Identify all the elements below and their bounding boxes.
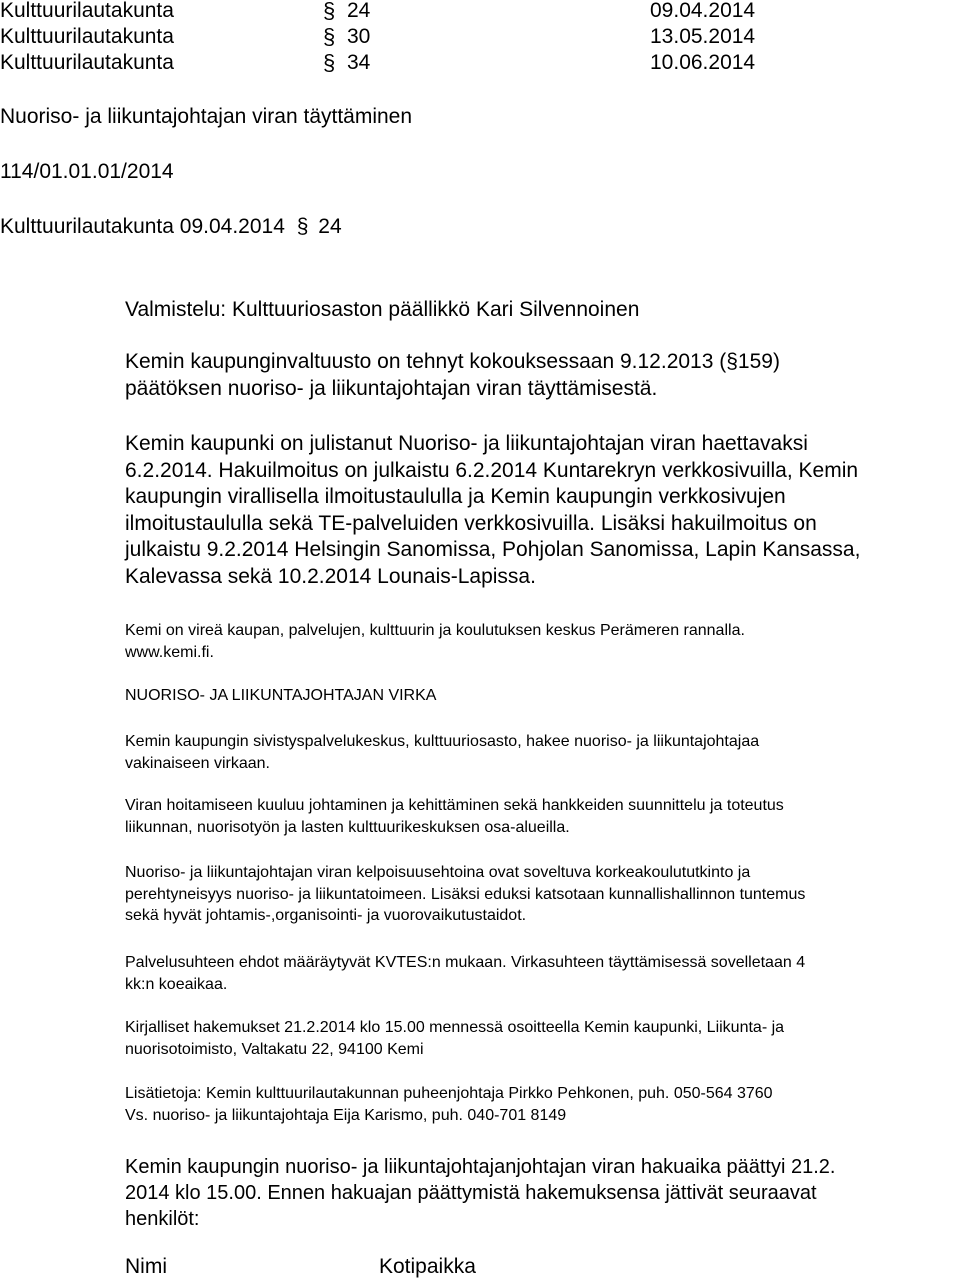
text-line: liikunnan, nuorisotyön ja lasten kulttuurikeskuksen osa-alueilla. (125, 818, 570, 836)
section-number: 34 (347, 51, 371, 74)
section-mark-icon: § (323, 24, 336, 49)
text-line: vakinaiseen virkaan. (125, 754, 270, 772)
ad-heading: NUORISO- JA LIIKUNTAJOHTAJAN VIRKA (125, 687, 437, 704)
meeting-text: Kulttuurilautakunta 09.04.2014 (0, 215, 285, 238)
text-line: henkilöt: (125, 1208, 200, 1230)
text-line: julkaistu 9.2.2014 Helsingin Sanomissa, Pohjolan Sanomissa, Lapin Kansassa, (125, 538, 861, 561)
text-line: perehtyneisyys nuoriso- ja liikuntatoimeen. Lisäksi eduksi katsotaan kunnallishallinnon tuntemus (125, 885, 806, 903)
text-line: www.kemi.fi. (125, 643, 214, 661)
section-number: 24 (318, 215, 342, 238)
meeting-date: 10.06.2014 (650, 51, 756, 74)
text-line: Vs. nuoriso- ja liikuntajohtaja Eija Karismo, puh. 040-701 8149 (125, 1106, 567, 1124)
closing-paragraph (125, 1154, 960, 1232)
section-mark-icon: § (296, 215, 309, 238)
council-decision (125, 349, 960, 402)
text-line: Kemi on vireä kaupan, palvelujen, kulttuurin ja koulutuksen keskus Perämeren rannalla. (125, 622, 745, 639)
diary-number: 114/01.01.01/2014 (0, 160, 174, 183)
ad-paragraph (125, 862, 960, 927)
body-name: Kulttuurilautakunta (0, 25, 174, 48)
section-number: 24 (347, 0, 371, 22)
body-name: Kulttuurilautakunta (0, 51, 174, 74)
meeting-line (0, 214, 342, 240)
section-mark-icon: § (323, 0, 336, 23)
body-name: Kulttuurilautakunta (0, 0, 174, 22)
page-title: Nuoriso- ja liikuntajohtajan viran täyttäminen (0, 105, 413, 128)
text-line: päätöksen nuoriso- ja liikuntajohtajan viran täyttämisestä. (125, 376, 658, 400)
text-line: kk:n koeaikaa. (125, 975, 228, 993)
preparation-line: Valmistelu: Kulttuuriosaston päällikkö Kari Silvennoinen (125, 298, 640, 321)
text-line: Kemin kaupunginvaltuusto on tehnyt kokouksessaan 9.12.2013 (§159) (125, 350, 780, 373)
announcement-paragraph (125, 431, 960, 590)
text-line: Kemin kaupungin nuoriso- ja liikuntajohtajanjohtajan viran hakuaika päättyi 21.2. (125, 1156, 836, 1178)
text-line: kaupungin virallisella ilmoitustaululla ja Kemin kaupungin verkkosivujen (125, 485, 786, 508)
text-line: nuorisotoimisto, Valtakatu 22, 94100 Kemi (125, 1040, 424, 1058)
text-line: Kalevassa sekä 10.2.2014 Lounais-Lapissa. (125, 564, 536, 588)
text-line: Palvelusuhteen ehdot määräytyvät KVTES:n mukaan. Virkasuhteen täyttämisessä sovelletaan 4 (125, 954, 806, 971)
text-line: Kemin kaupunki on julistanut Nuoriso- ja liikuntajohtajan viran haettavaksi (125, 432, 808, 455)
section-number: 30 (347, 25, 371, 48)
text-line: 2014 klo 15.00. Ennen hakuajan päättymistä hakemuksensa jättivät seuraavat (125, 1182, 817, 1204)
ad-intro (125, 620, 960, 663)
text-line: Lisätietoja: Kemin kulttuurilautakunnan puheenjohtaja Pirkko Pehkonen, puh. 050-564 3760 (125, 1085, 773, 1102)
ad-paragraph (125, 1083, 960, 1126)
text-line: Viran hoitamiseen kuuluu johtaminen ja kehittäminen sekä hankkeiden suunnittelu ja toteutus (125, 797, 784, 814)
ad-paragraph (125, 952, 960, 995)
ad-paragraph (125, 731, 960, 774)
text-line: Kemin kaupungin sivistyspalvelukeskus, kulttuuriosasto, hakee nuoriso- ja liikuntajohtajaa (125, 733, 760, 750)
column-header-place: Kotipaikka (379, 1255, 476, 1278)
column-header-name: Nimi (125, 1255, 167, 1278)
ad-paragraph (125, 1017, 960, 1060)
meeting-date: 13.05.2014 (650, 25, 756, 48)
text-line: 6.2.2014. Hakuilmoitus on julkaistu 6.2.2014 Kuntarekryn verkkosivuilla, Kemin (125, 458, 859, 482)
ad-paragraph (125, 795, 960, 838)
text-line: Nuoriso- ja liikuntajohtajan viran kelpoisuusehtoina ovat soveltuva korkeakoulututkinto ja (125, 864, 751, 881)
section-mark-icon: § (323, 50, 336, 75)
meeting-date: 09.04.2014 (650, 0, 756, 22)
text-line: Kirjalliset hakemukset 21.2.2014 klo 15.00 mennessä osoitteella Kemin kaupunki, Liikunta- ja (125, 1019, 785, 1036)
text-line: ilmoitustaululla sekä TE-palveluiden verkkosivuilla. Lisäksi hakuilmoitus on (125, 511, 817, 535)
text-line: sekä hyvät johtamis-,organisointi- ja vuorovaikutustaidot. (125, 907, 527, 924)
